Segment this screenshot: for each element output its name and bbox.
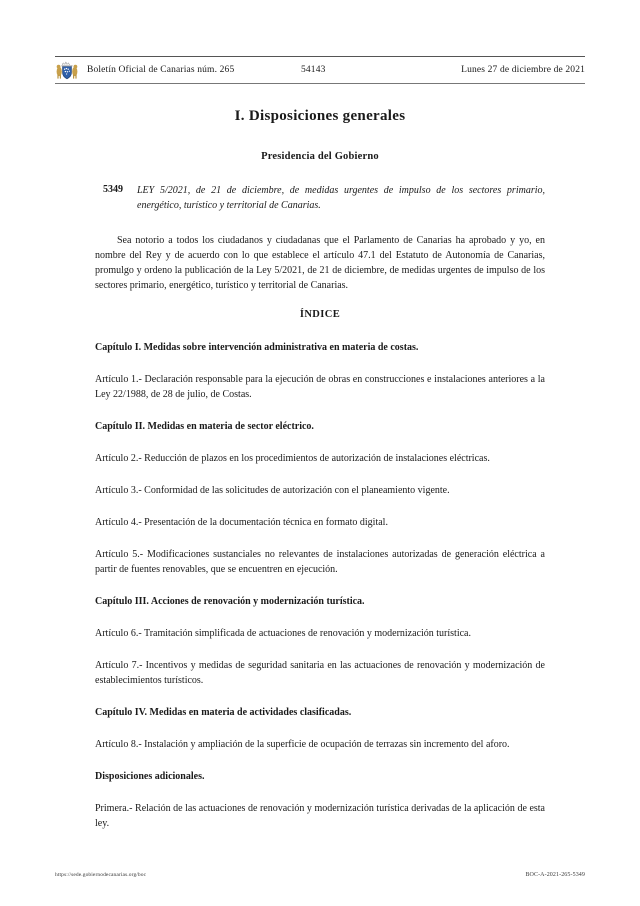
index-heading: ÍNDICE	[299, 309, 341, 320]
canary-islands-coat-of-arms-icon	[55, 59, 79, 81]
index-chapter: Capítulo II. Medidas en materia de sector eléctrico.	[95, 421, 314, 432]
index-article: Artículo 5.- Modificaciones sustanciales no relevantes de instalaciones autorizadas de generación eléctrica a partir de fuentes renovables, que se encuentren en ejecución.	[95, 549, 545, 575]
index-article: Artículo 8.- Instalación y ampliación de la superficie de ocupación de terrazas sin incremento del aforo.	[95, 739, 510, 750]
law-heading-block	[95, 184, 545, 213]
document-subtitle: Presidencia del Gobierno	[261, 151, 379, 162]
index-article: Artículo 6.- Tramitación simplificada de actuaciones de renovación y modernización turística.	[95, 628, 471, 639]
header-date: Lunes 27 de diciembre de 2021	[461, 65, 585, 75]
footer-document-code: BOC-A-2021-265-5349	[525, 872, 585, 878]
law-title: LEY 5/2021, de 21 de diciembre, de medidas urgentes de impulso de los sectores primario, energético, turístico y territorial de Canarias.	[137, 185, 545, 211]
footer-url[interactable]: https://sede.gobiernodecanarias.org/boc	[55, 872, 147, 878]
index-chapter: Capítulo IV. Medidas en materia de actividades clasificadas.	[95, 707, 352, 718]
header-publication-title: Boletín Oficial de Canarias núm. 265	[87, 65, 235, 75]
document-content	[95, 108, 545, 848]
page-title: I. Disposiciones generales	[234, 108, 406, 124]
header-row	[55, 57, 585, 83]
header-page-number: 54143	[301, 65, 326, 75]
index-article: Artículo 7.- Incentivos y medidas de seguridad sanitaria en las actuaciones de renovación y modernización de establecimientos turísticos.	[95, 660, 545, 686]
page-footer	[55, 872, 585, 878]
index-chapter: Capítulo III. Acciones de renovación y modernización turística.	[95, 596, 365, 607]
law-item-number: 5349	[103, 184, 123, 195]
index-article: Primera.- Relación de las actuaciones de renovación y modernización turística derivadas de la aplicación de esta ley.	[95, 803, 545, 829]
page-header	[55, 56, 585, 84]
index-article: Artículo 1.- Declaración responsable para la ejecución de obras en construcciones e instalaciones anteriores a la Ley 22/1988, de 28 de julio, de Costas.	[95, 374, 545, 400]
header-bottom-rule	[55, 83, 585, 84]
index-entry-list	[95, 340, 545, 831]
index-section-heading: Disposiciones adicionales.	[95, 771, 205, 782]
preamble-paragraph: Sea notorio a todos los ciudadanos y ciudadanas que el Parlamento de Canarias ha aprobado y yo, en nombre del Rey y de acuerdo con lo que establece el artículo 47.1 del Estatuto de Autonomía de Canarias, promulgo y ordeno la publicación de la Ley 5/2021, de 21 de diciembre, de medidas urgentes de impulso de los sectores primario, energético, turístico y territorial de Canarias.	[95, 235, 545, 291]
index-chapter: Capítulo I. Medidas sobre intervención administrativa en materia de costas.	[95, 342, 419, 353]
index-article: Artículo 3.- Conformidad de las solicitudes de autorización con el planeamiento vigente.	[95, 485, 450, 496]
index-article: Artículo 4.- Presentación de la documentación técnica en formato digital.	[95, 517, 388, 528]
index-article: Artículo 2.- Reducción de plazos en los procedimientos de autorización de instalaciones eléctricas.	[95, 453, 490, 464]
